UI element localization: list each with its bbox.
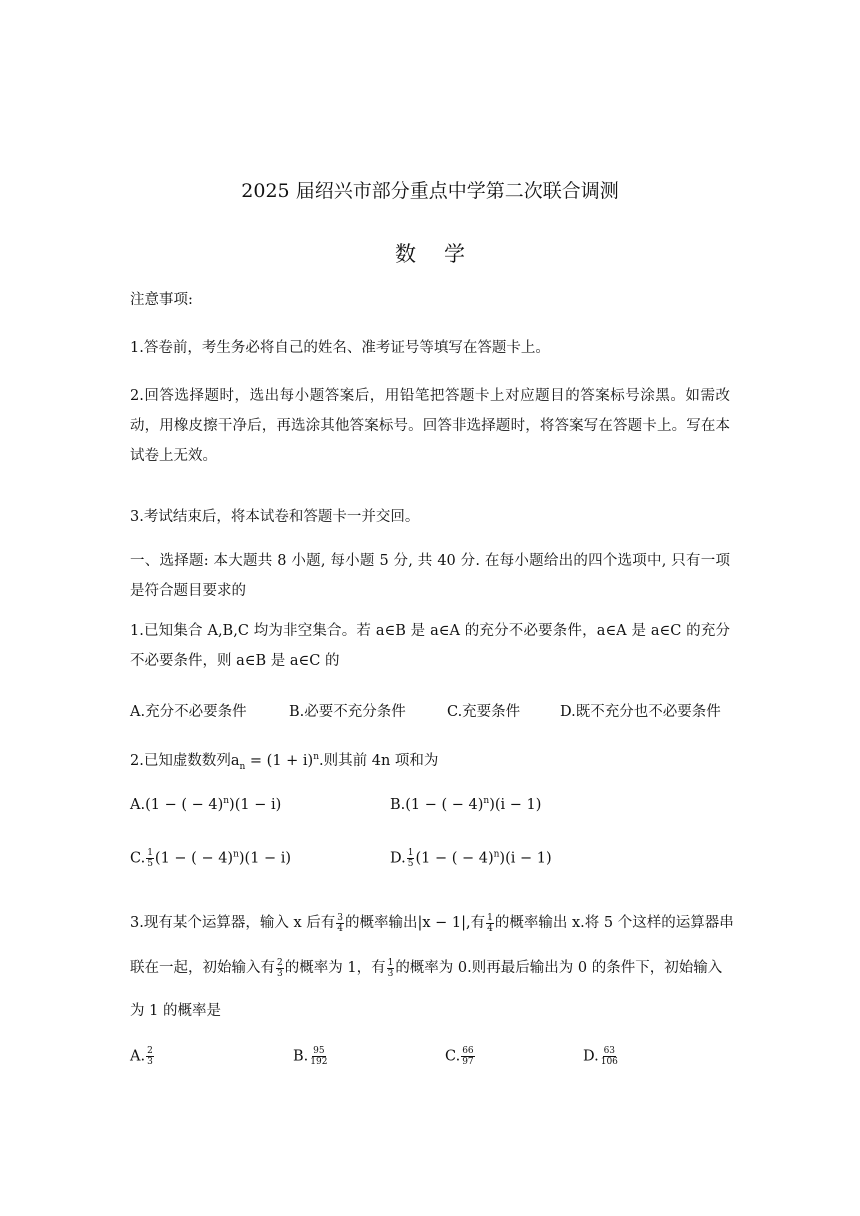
- question-1-option-a: A.充分不必要条件: [130, 704, 247, 720]
- question-2-stem: 2.已知虚数数列$a_n = (1 + i)^n$.则其前 4n 项和为: [130, 752, 439, 772]
- fraction: $\frac{66}{97}$: [462, 1046, 474, 1067]
- question-2-option-b: B.(1 − ( − 4)$^n$)(i − 1): [390, 796, 542, 813]
- section-heading: 一、选择题: 本大题共 8 小题, 每小题 5 分, 共 40 分. 在每小题给出的四个选项中, 只有一项是符合题目要求的: [130, 553, 730, 599]
- exam-title: 2025 届绍兴市部分重点中学第二次联合调测: [241, 180, 619, 202]
- fraction: $\frac{1}{5}$: [407, 848, 414, 869]
- question-3-line-2: 联在一起，初始输入有 $\frac{2}{3}$ 的概率为 1，有 $\frac{1}{3}$ 的概率为 0.则再最后输出为 0 的条件下，初始输入: [130, 957, 723, 979]
- question-3-line-1: 3.现有某个运算器，输入 x 后有 $\frac{3}{4}$ 的概率输出|x − 1|,有 $\frac{1}{4}$ 的概率输出 x.将 5 个这样的运算器串: [130, 912, 734, 934]
- question-3-option-a: A. $\frac{2}{3}$: [130, 1046, 153, 1067]
- question-1-option-d: D.既不充分也不必要条件: [560, 704, 721, 720]
- question-1-option-c: C.充要条件: [447, 704, 521, 720]
- fraction: $\frac{63}{106}$: [600, 1046, 618, 1067]
- fraction: $\frac{3}{4}$: [337, 912, 343, 934]
- notice-item-2: 2.回答选择题时，选出每小题答案后，用铅笔把答题卡上对应题目的答案标号涂黑。如需改动，用橡皮擦干净后，再选涂其他答案标号。回答非选择题时，将答案写在答题卡上。写在本试卷上无效。: [130, 388, 730, 464]
- question-3-line-3: 为 1 的概率是: [130, 1003, 221, 1019]
- question-2-option-c: C. $\frac{1}{5}$ (1 − ( − 4)$^n$)(1 − i): [130, 848, 292, 869]
- fraction: $\frac{1}{5}$: [147, 848, 153, 869]
- question-1-stem: 1.已知集合 A,B,C 均为非空集合。若 a∈B 是 a∈A 的充分不必要条件，a∈A 是 a∈C 的充分不必要条件，则 a∈B 是 a∈C 的: [130, 623, 730, 669]
- question-3-option-b: B. $\frac{95}{192}$: [293, 1046, 328, 1067]
- question-3-option-c: C. $\frac{66}{97}$: [445, 1046, 474, 1067]
- question-2-option-a: A.(1 − ( − 4)$^n$)(1 − i): [130, 796, 282, 813]
- subject-title: 数学: [395, 242, 493, 266]
- fraction: $\frac{1}{4}$: [487, 912, 493, 934]
- fraction: $\frac{1}{3}$: [387, 957, 394, 979]
- notice-item-1: 1.答卷前，考生务必将自己的姓名、准考证号等填写在答题卡上。: [130, 340, 550, 356]
- question-3-option-d: D. $\frac{63}{106}$: [583, 1046, 618, 1067]
- notice-heading: 注意事项:: [130, 292, 193, 308]
- fraction: $\frac{95}{192}$: [310, 1046, 328, 1067]
- question-1-option-b: B.必要不充分条件: [289, 704, 406, 720]
- fraction: $\frac{2}{3}$: [147, 1046, 153, 1067]
- fraction: $\frac{2}{3}$: [277, 957, 283, 979]
- question-2-option-d: D. $\frac{1}{5}$ (1 − ( − 4)$^n$)(i − 1): [390, 848, 552, 869]
- notice-item-3: 3.考试结束后，将本试卷和答题卡一并交回。: [130, 509, 420, 525]
